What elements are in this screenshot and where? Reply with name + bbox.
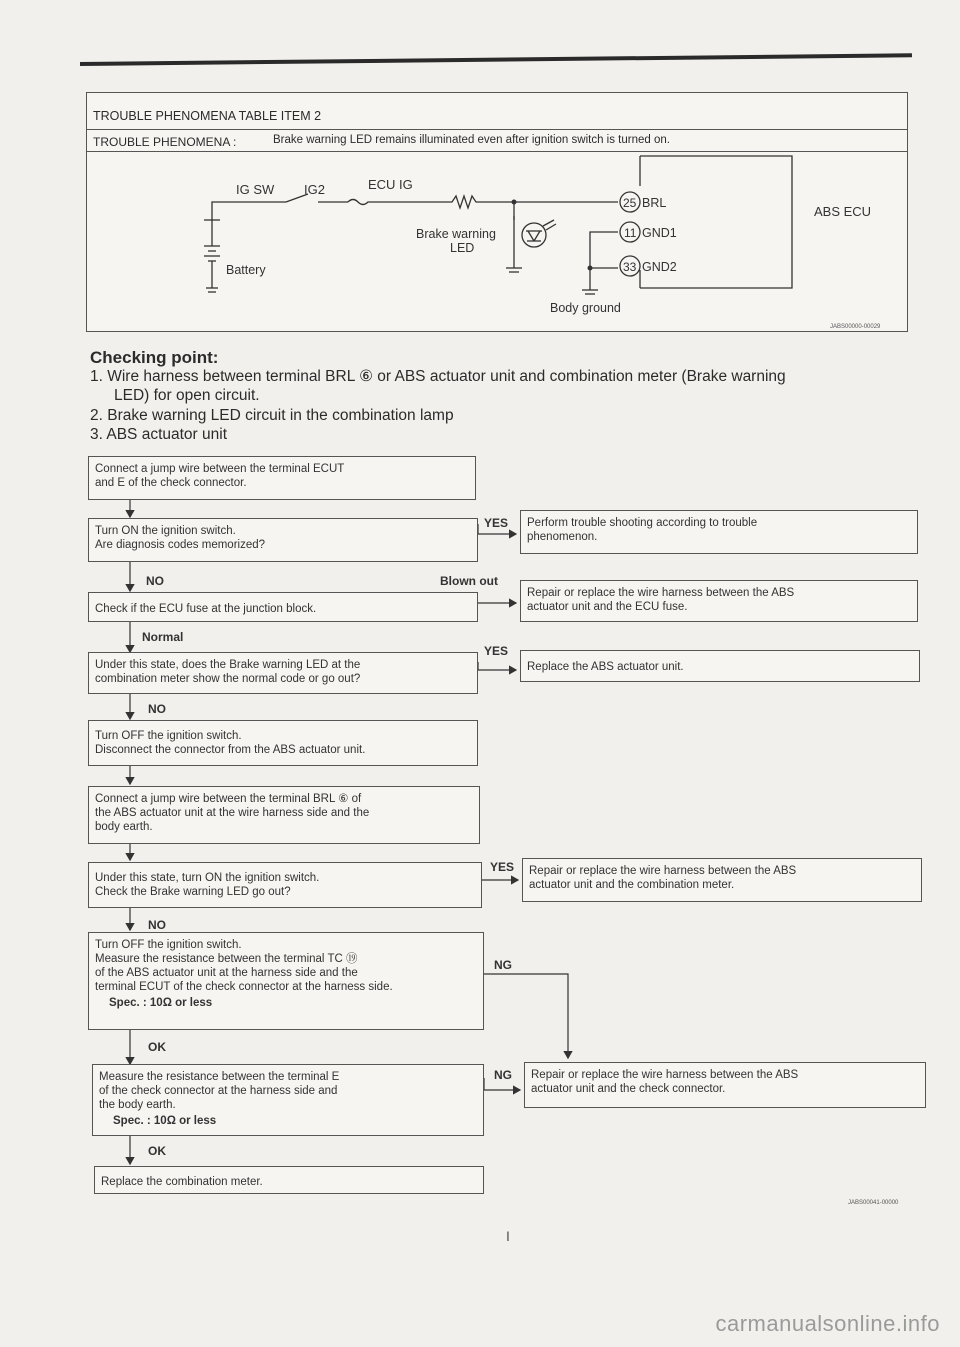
result-repair-check-connector-harness: Repair or replace the wire harness between the ABS actuator unit and the check connector. (524, 1062, 926, 1108)
ecu-ig-label: ECU IG (368, 177, 413, 192)
body-ground-label: Body ground (550, 301, 621, 315)
abs-ecu-label: ABS ECU (814, 204, 872, 219)
pin-gnd2-label: GND2 (642, 260, 677, 274)
checking-item-1-cont: LED) for open circuit. (114, 387, 260, 404)
diagram-code: JABS00000-00029 (830, 324, 881, 330)
step-measure-tc-ecut-text: Turn OFF the ignition switch. Measure the resistance between the terminal TC ⑲ of the ABS actuator unit at the harness side and the terminal ECUT of the check connector at the harness side. (95, 939, 393, 993)
label-ng: NG (494, 1068, 512, 1082)
checking-item-3: 3. ABS actuator unit (90, 426, 228, 443)
spec-e-body: Spec. : 10Ω or less (113, 1115, 217, 1127)
result-replace-abs-actuator: Replace the ABS actuator unit. (520, 650, 920, 682)
label-blown-out: Blown out (440, 574, 498, 588)
pin-gnd1-label: GND1 (642, 226, 677, 240)
label-normal: Normal (142, 630, 184, 644)
phenomena-text: Brake warning LED remains illuminated even after ignition switch is turned on. (273, 134, 670, 146)
checking-item-1: 1. Wire harness between terminal BRL ⑥ or ABS actuator unit and combination meter (Brake warning (90, 368, 786, 385)
page-mark: I (506, 1228, 510, 1244)
battery-label: Battery (226, 263, 266, 277)
pin-gnd2-number: 33 (623, 260, 637, 274)
pin-gnd1-number: 11 (624, 226, 637, 240)
result-repair-ecu-fuse-harness: Repair or replace the wire harness between the ABS actuator unit and the ECU fuse. (520, 580, 918, 622)
step-connect-brl-jump: Connect a jump wire between the terminal BRL ⑥ of the ABS actuator unit at the wire harness side and the body earth. (88, 786, 480, 844)
label-ok: OK (148, 1040, 166, 1054)
checking-item-2: 2. Brake warning LED circuit in the combination lamp (90, 407, 454, 424)
led-label-2: LED (450, 241, 475, 255)
result-repair-combination-meter-harness: Repair or replace the wire harness between the ABS actuator unit and the combination meter. (522, 858, 922, 902)
pin-brl-number: 25 (623, 196, 637, 210)
label-ng: NG (494, 958, 512, 972)
label-no: NO (146, 574, 164, 588)
pin-brl-label: BRL (642, 196, 667, 210)
step-ignition-on-check-led: Under this state, turn ON the ignition switch. Check the Brake warning LED go out? (88, 862, 482, 908)
step-led-normal-code: Under this state, does the Brake warning LED at the combination meter show the normal code or go out? (88, 652, 478, 694)
led-label-1: Brake warning (416, 227, 496, 241)
ig2-label: IG2 (304, 182, 325, 197)
ig-sw-label: IG SW (236, 182, 275, 197)
label-yes: YES (484, 644, 509, 658)
step-connect-jump-wire: Connect a jump wire between the terminal ECUT and E of the check connector. (88, 456, 476, 500)
label-no: NO (148, 918, 166, 932)
result-perform-troubleshooting: Perform trouble shooting according to trouble phenomenon. (520, 510, 918, 554)
phenomena-label: TROUBLE PHENOMENA : (93, 135, 237, 149)
step-ignition-off-disconnect: Turn OFF the ignition switch. Disconnect the connector from the ABS actuator unit. (88, 720, 478, 766)
step-ignition-on: Turn ON the ignition switch. Are diagnosis codes memorized? (88, 518, 478, 562)
flow-code: JABS00041-00000 (848, 1200, 899, 1206)
label-yes: YES (490, 860, 515, 874)
checking-title: Checking point: (90, 348, 219, 367)
table-item-title: TROUBLE PHENOMENA TABLE ITEM 2 (93, 109, 322, 123)
step-measure-tc-ecut (88, 932, 484, 1030)
label-yes: YES (484, 516, 509, 530)
step-measure-e-body (92, 1064, 484, 1136)
watermark: carmanualsonline.info (715, 1311, 940, 1336)
step-replace-combination-meter: Replace the combination meter. (94, 1166, 484, 1194)
label-no: NO (148, 702, 166, 716)
step-check-ecu-fuse: Check if the ECU fuse at the junction block. (88, 592, 478, 622)
spec-tc-ecut: Spec. : 10Ω or less (109, 997, 213, 1009)
step-measure-e-body-text: Measure the resistance between the terminal E of the check connector at the harness side and the body earth. (99, 1071, 340, 1111)
label-ok: OK (148, 1144, 166, 1158)
